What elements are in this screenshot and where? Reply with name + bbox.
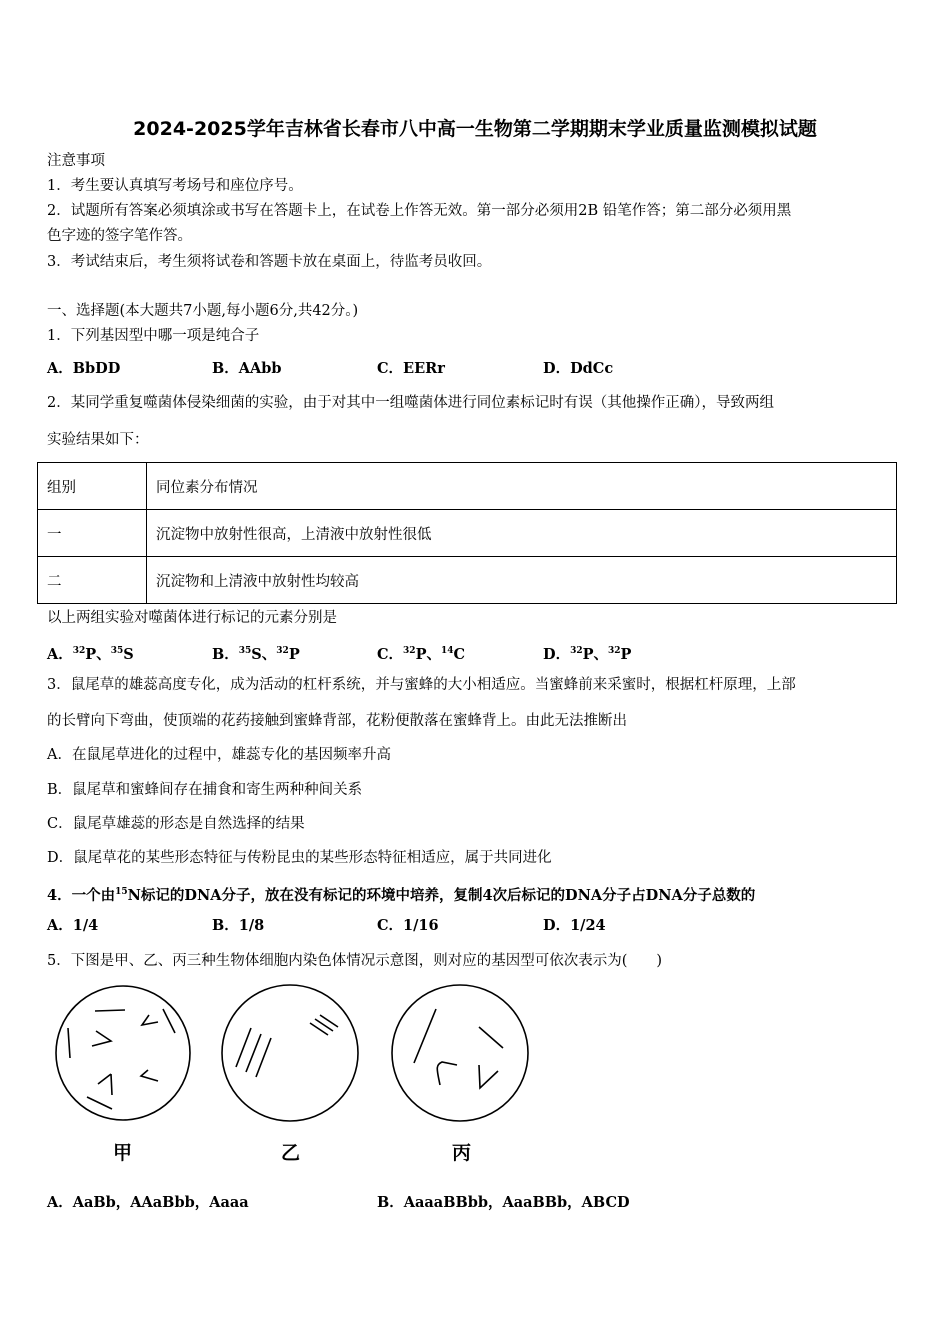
cell-bing — [392, 985, 528, 1121]
q2-question: 以上两组实验对噬菌体进行标记的元素分别是 — [47, 610, 337, 626]
q1-option: B．AAbb — [212, 360, 282, 377]
notice-item: 色字迹的签字笔作答。 — [47, 228, 192, 244]
section-heading: 一、选择题(本大题共7小题,每小题6分,共42分。) — [47, 303, 359, 319]
table-cell: 二 — [38, 557, 147, 604]
q4-option: B．1/8 — [212, 917, 265, 934]
figure-label: 甲 — [113, 1142, 133, 1164]
page-title: 2024-2025学年吉林省长春市八中高一生物第二学期期末学业质量监测模拟试题 — [133, 118, 817, 140]
q1-option: C．EERr — [377, 360, 445, 377]
q1-stem: 1．下列基因型中哪一项是纯合子 — [47, 328, 260, 344]
q5-option: A．AaBb，AAaBbb，Aaaa — [47, 1194, 249, 1211]
table-cell: 一 — [38, 510, 147, 557]
table-header: 组别 — [38, 463, 147, 510]
figure-label: 丙 — [452, 1142, 472, 1164]
q1-option: D．DdCc — [543, 360, 614, 377]
notice-item: 2．试题所有答案必须填涂或书写在答题卡上，在试卷上作答无效。第一部分必须用2B 铅笔作答；第二部分必须用黑 — [47, 203, 792, 219]
table-cell: 沉淀物中放射性很高，上清液中放射性很低 — [147, 510, 897, 557]
figure-label: 乙 — [281, 1142, 301, 1164]
table-row — [38, 557, 897, 604]
q4-option: A．1/4 — [47, 917, 99, 934]
q5-option: B．AaaaBBbb，AaaBBb，ABCD — [377, 1194, 630, 1211]
q1-option: A．BbDD — [47, 360, 121, 377]
notice-heading: 注意事项 — [47, 153, 105, 169]
q3-option: B．鼠尾草和蜜蜂间存在捕食和寄生两种种间关系 — [47, 782, 363, 798]
q4-stem: 4．一个由$^{15}$N标记的DNA分子，放在没有标记的环境中培养，复制4次后标记的DNA分子占DNA分子总数的 — [47, 887, 756, 904]
q3-option: D．鼠尾草花的某些形态特征与传粉昆虫的某些形态特征相适应，属于共同进化 — [47, 850, 552, 866]
q2-option: A．$^{32}$P、$^{35}$S — [47, 646, 134, 663]
table-header: 同位素分布情况 — [147, 463, 897, 510]
cell-yi — [222, 985, 358, 1121]
q4-option: D．1/24 — [543, 917, 606, 934]
q3-stem: 的长臂向下弯曲，使顶端的花药接触到蜜蜂背部，花粉便散落在蜜蜂背上。由此无法推断出 — [47, 713, 627, 729]
q3-option: A．在鼠尾草进化的过程中，雄蕊专化的基因频率升高 — [47, 747, 391, 763]
table-header-row — [38, 463, 897, 510]
chromosome-figure — [40, 980, 540, 1130]
table-cell: 沉淀物和上清液中放射性均较高 — [147, 557, 897, 604]
results-table — [37, 462, 897, 604]
cell-jia — [56, 986, 190, 1120]
notice-item: 3．考试结束后，考生须将试卷和答题卡放在桌面上，待监考员收回。 — [47, 254, 492, 270]
notice-item: 1．考生要认真填写考场号和座位序号。 — [47, 178, 303, 194]
q2-option: B．$^{35}$S、$^{32}$P — [212, 646, 300, 663]
q3-option: C．鼠尾草雄蕊的形态是自然选择的结果 — [47, 816, 305, 832]
q2-stem: 实验结果如下： — [47, 432, 149, 448]
q5-stem: 5．下图是甲、乙、丙三种生物体细胞内染色体情况示意图，则对应的基因型可依次表示为( ) — [47, 953, 663, 969]
q4-option: C．1/16 — [377, 917, 439, 934]
q2-option: C．$^{32}$P、$^{14}$C — [377, 646, 466, 663]
table-row — [38, 510, 897, 557]
q3-stem: 3．鼠尾草的雄蕊高度专化，成为活动的杠杆系统，并与蜜蜂的大小相适应。当蜜蜂前来采蜜时，根据杠杆原理，上部 — [47, 677, 796, 693]
q2-stem: 2．某同学重复噬菌体侵染细菌的实验，由于对其中一组噬菌体进行同位素标记时有误（其他操作正确），导致两组 — [47, 395, 774, 411]
q2-option: D．$^{32}$P、$^{32}$P — [543, 646, 632, 663]
